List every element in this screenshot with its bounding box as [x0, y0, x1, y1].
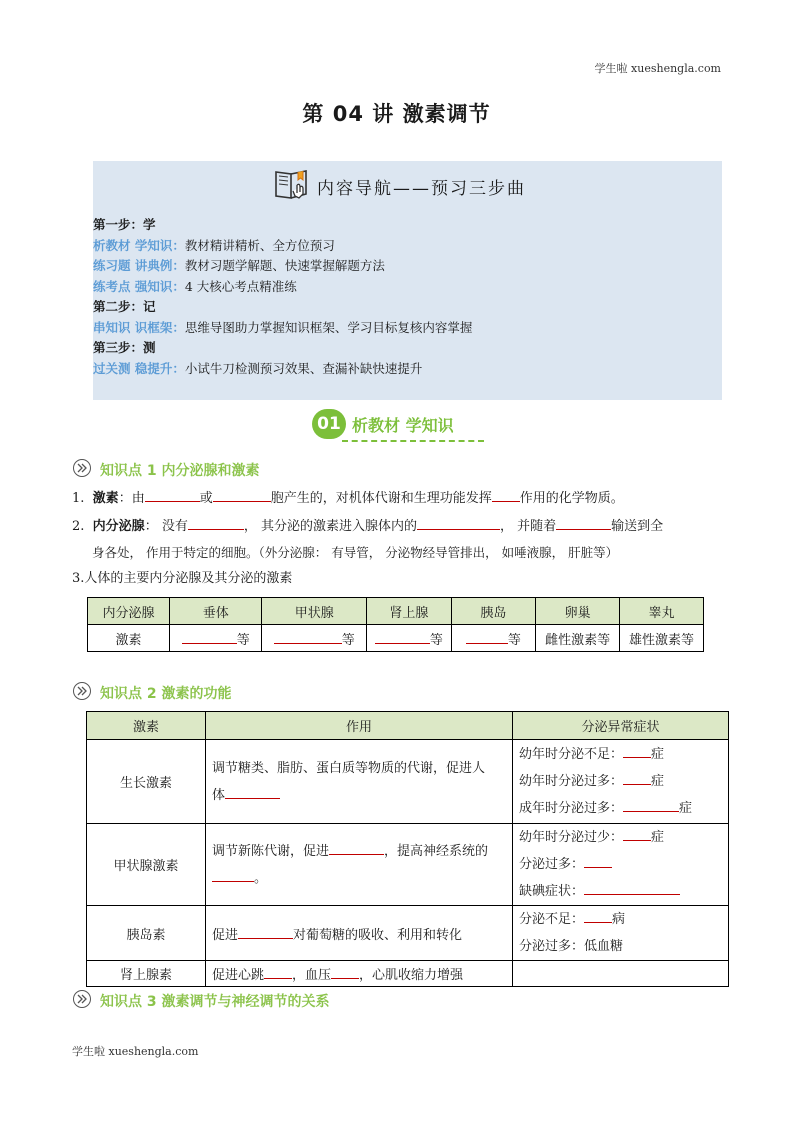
blank[interactable]	[212, 867, 254, 882]
nav-step3: 第三步：测	[93, 340, 156, 355]
table-row	[87, 740, 729, 824]
table-header-row	[87, 712, 729, 740]
blank[interactable]	[188, 515, 244, 530]
blank[interactable]	[182, 629, 237, 644]
table-cell: 促进 对葡萄糖的吸收、利用和转化	[206, 906, 513, 961]
kp1-item2: 2. 内分泌腺： 没有 ， 其分泌的激素进入腺体内的 ， 并随着 输送到全	[72, 514, 722, 540]
table-cell: 肾上腺素	[87, 961, 206, 987]
table-cell: 促进心跳 ，血压 ，心肌收缩力增强	[206, 961, 513, 987]
blank[interactable]	[375, 629, 430, 644]
table-cell: 肾上腺	[367, 598, 452, 625]
kp1-title: 知识点 1 内分泌腺和激素	[100, 463, 260, 479]
nav-heading-text: 内容导航——预习三步曲	[317, 178, 526, 199]
blank[interactable]	[264, 964, 292, 979]
table-cell: 甲状腺激素	[87, 824, 206, 906]
table-row	[87, 824, 729, 906]
table-cell	[513, 961, 729, 987]
nav-row-3: 练考点 强知识：4 大核心考点精准练	[93, 278, 297, 294]
section-01-title: 析教材 学知识	[352, 415, 454, 435]
blank[interactable]	[331, 964, 359, 979]
blank[interactable]	[584, 908, 612, 923]
section-01-heading	[312, 409, 454, 439]
nav-step1: 第一步：学	[93, 217, 156, 232]
kp2-title: 知识点 2 激素的功能	[100, 686, 232, 702]
blank[interactable]	[417, 515, 500, 530]
table-cell: 垂体	[169, 598, 262, 625]
kp1-item1: 1. 激素：由 或 胞产生的，对机体代谢和生理功能发挥 作用的化学物质。	[72, 486, 722, 512]
table-cell: 胰岛	[451, 598, 535, 625]
table-cell: 激素	[88, 625, 170, 652]
blank[interactable]	[584, 853, 612, 868]
kp1-heading	[72, 458, 260, 482]
table-row	[88, 625, 704, 652]
blank[interactable]	[225, 784, 280, 799]
table-cell: 等	[262, 625, 367, 652]
kp1-item2-line2: 身各处， 作用于特定的细胞。（外分泌腺： 有导管， 分泌物经导管排出， 如唾液腺， 肝脏等）	[92, 545, 619, 560]
blank[interactable]	[274, 629, 342, 644]
nav-steps	[93, 215, 472, 379]
blank[interactable]	[623, 743, 651, 758]
blank[interactable]	[584, 880, 680, 895]
table-row	[87, 906, 729, 961]
kp3-heading	[72, 989, 330, 1013]
nav-step2: 第二步：记	[93, 299, 156, 314]
kp2-heading	[72, 681, 232, 705]
book-icon	[273, 167, 313, 205]
table-cell: 雌性激素等	[536, 625, 620, 652]
table-header-row	[88, 598, 704, 625]
table-cell: 激素	[87, 712, 206, 740]
hormone-function-table	[86, 711, 729, 987]
table-cell: 幼年时分泌过少： 症 分泌过多： 缺碘症状：	[513, 824, 729, 906]
kp1-item3: 3.人体的主要内分泌腺及其分泌的激素	[72, 571, 293, 586]
blank[interactable]	[466, 629, 508, 644]
nav-row-5: 过关测 稳提升：小试牛刀检测预习效果、查漏补缺快速提升	[93, 360, 423, 376]
double-chevron-icon	[72, 681, 92, 705]
table-cell: 等	[169, 625, 262, 652]
double-chevron-icon	[72, 458, 92, 482]
table-cell: 胰岛素	[87, 906, 206, 961]
blank[interactable]	[238, 924, 293, 939]
page-title: 第 04 讲 激素调节	[302, 102, 491, 126]
table-cell: 卵巢	[536, 598, 620, 625]
table-cell: 分泌不足： 病 分泌过多：低血糖	[513, 906, 729, 961]
table-cell: 睾丸	[620, 598, 704, 625]
blank[interactable]	[623, 770, 651, 785]
nav-row-4: 串知识 识框架：思维导图助力掌握知识框架、学习目标复核内容掌握	[93, 319, 473, 335]
table-cell: 幼年时分泌不足： 症 幼年时分泌过多： 症 成年时分泌过多： 症	[513, 740, 729, 824]
table-row	[87, 961, 729, 987]
table-cell: 生长激素	[87, 740, 206, 824]
kp3-title: 知识点 3 激素调节与神经调节的关系	[100, 994, 330, 1010]
table-cell: 作用	[206, 712, 513, 740]
nav-row-1: 析教材 学知识：教材精讲精析、全方位预习	[93, 237, 335, 253]
nav-heading	[273, 167, 526, 205]
table-cell: 内分泌腺	[88, 598, 170, 625]
table-cell: 雄性激素等	[620, 625, 704, 652]
content-nav-box	[93, 161, 722, 400]
footer-site: 学生啦 xueshengla.com	[72, 1045, 199, 1058]
blank[interactable]	[145, 487, 200, 502]
nav-row-2: 练习题 讲典例：教材习题学解题、快速掌握解题方法	[93, 258, 385, 273]
blank[interactable]	[329, 840, 384, 855]
header-site: 学生啦 xueshengla.com	[594, 62, 721, 75]
blank[interactable]	[492, 487, 520, 502]
section-01-underline	[342, 440, 484, 442]
table-cell: 调节糖类、脂肪、蛋白质等物质的代谢，促进人 体	[206, 740, 513, 824]
table-cell: 分泌异常症状	[513, 712, 729, 740]
blank[interactable]	[556, 515, 611, 530]
blank[interactable]	[623, 826, 651, 841]
table-cell: 调节新陈代谢，促进 ，提高神经系统的 。	[206, 824, 513, 906]
table-cell: 等	[451, 625, 535, 652]
table-cell: 等	[367, 625, 452, 652]
double-chevron-icon	[72, 989, 92, 1013]
blank[interactable]	[623, 797, 679, 812]
section-number-badge: 01	[312, 409, 346, 439]
gland-hormone-table	[87, 597, 704, 652]
blank[interactable]	[213, 487, 271, 502]
table-cell: 甲状腺	[262, 598, 367, 625]
